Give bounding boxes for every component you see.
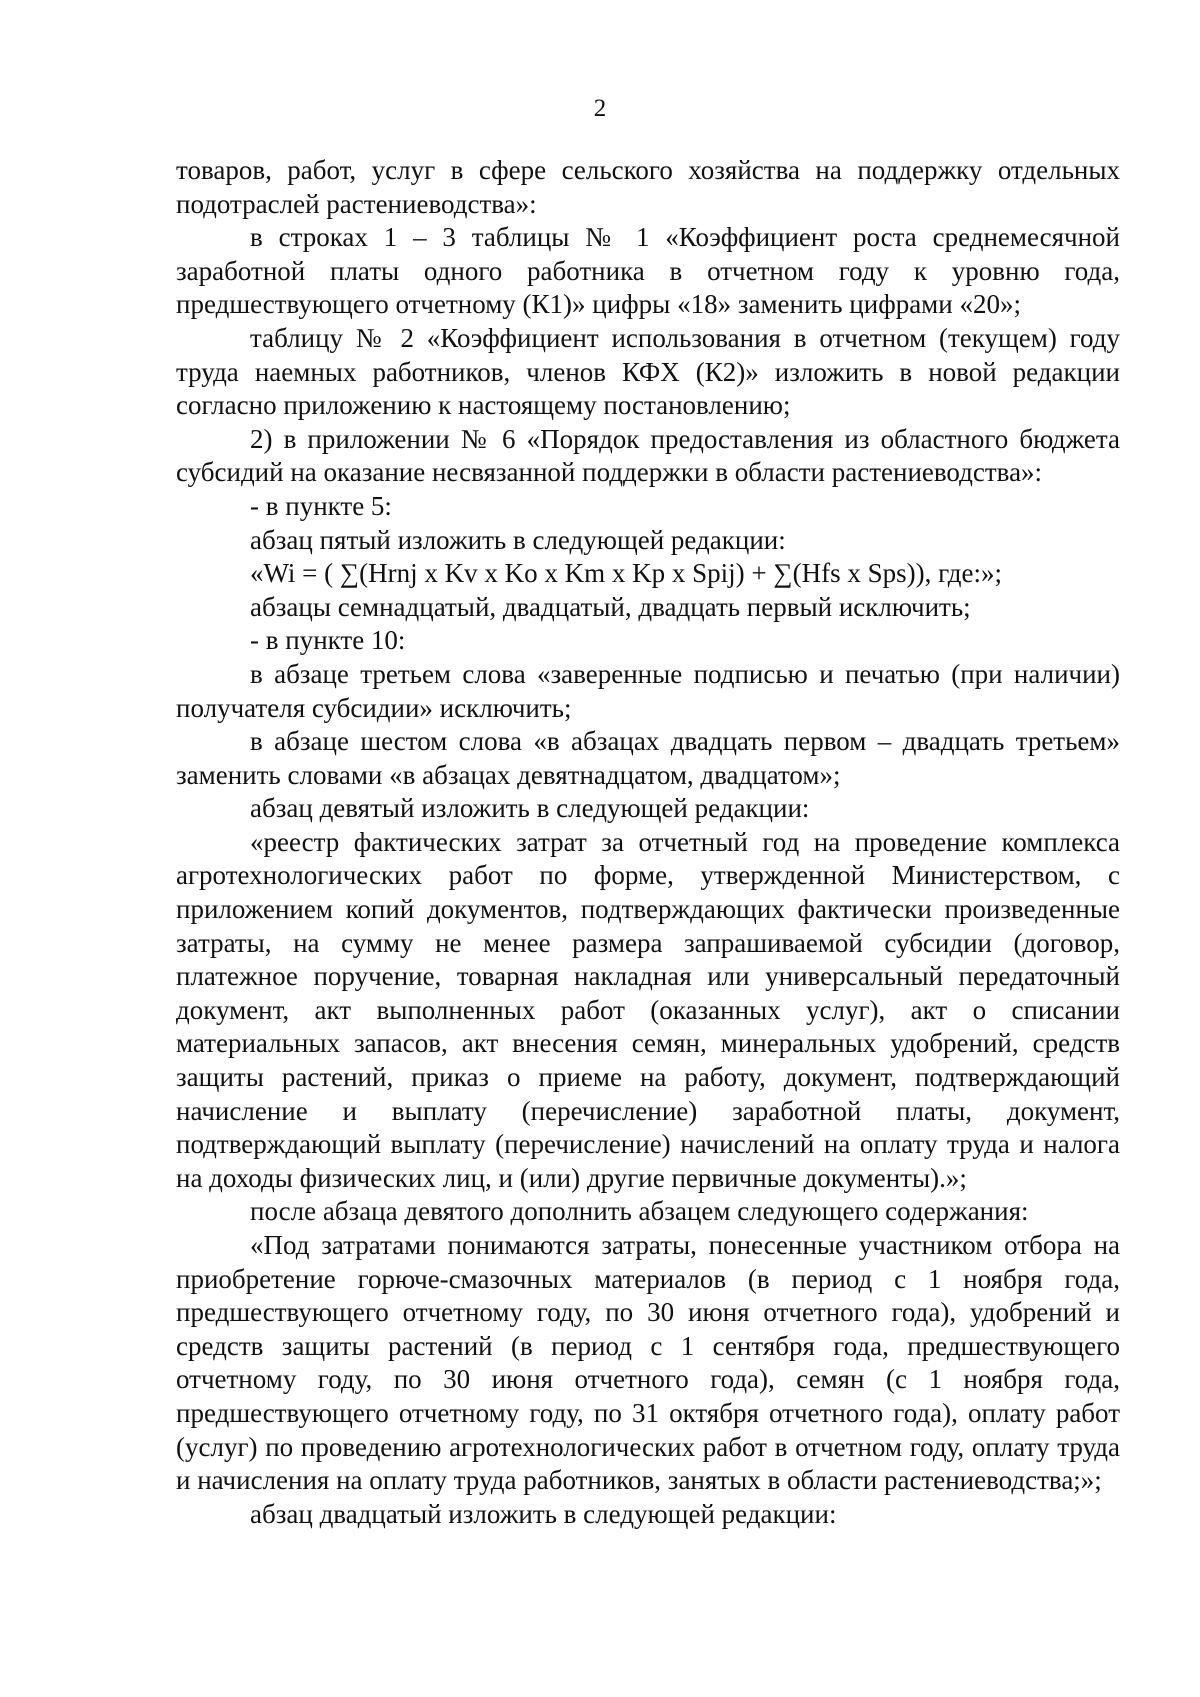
formula-paragraph: «Wi = ( ∑(Hrnj x Kv x Ko x Km x Kp x Spij) + ∑(Hfs x Sps)), где:»; — [250, 558, 1003, 589]
paragraph-8: абзацы семнадцатый, двадцатый, двадцать первый исключить; — [250, 591, 971, 622]
paragraph-12: абзац девятый изложить в следующей редакции: — [250, 793, 810, 824]
paragraph-14: после абзаца девятого дополнить абзацем следующего содержания: — [250, 1196, 1029, 1227]
paragraph-16: абзац двадцатый изложить в следующей редакции: — [250, 1498, 837, 1529]
page-number: 2 — [593, 95, 607, 122]
paragraph-3: таблицу № 2 «Коэффициент использования в отчетном (текущем) году труда наемных работников, членов КФХ (К2)» изложить в новой редакции согласно приложению к настоящему постановлению; — [176, 322, 1120, 421]
paragraph-1: товаров, работ, услуг в сфере сельского хозяйства на поддержку отдельных подотраслей растениеводства»: — [176, 155, 1120, 219]
paragraph-5: - в пункте 5: — [250, 490, 392, 521]
paragraph-9: - в пункте 10: — [250, 625, 406, 656]
paragraph-10: в абзаце третьем слова «заверенные подписью и печатью (при наличии) получателя субсидии» исключить; — [176, 658, 1120, 723]
document-body — [176, 154, 1120, 1531]
paragraph-2: в строках 1 – 3 таблицы № 1 «Коэффициент роста среднемесячной заработной платы одного работника в отчетном году к уровню года, предшествующего отчетному (К1)» цифры «18» заменить цифрами «20»; — [176, 222, 1120, 320]
paragraph-6: абзац пятый изложить в следующей редакции: — [250, 524, 786, 555]
paragraph-13: «реестр фактических затрат за отчетный год на проведение комплекса агротехнологических работ по форме, утвержденной Министерством, с приложением копий документов, подтверждающих фактически произведенные затраты, на сумму не менее размера запрашиваемой субсидии (договор, платежное поручение, товарная накладная или универсальный передаточный документ, акт выполненных работ (оказанных услуг), акт о списании материальных запасов, акт внесения семян, минеральных удобрений, средств защиты растений, приказ о приеме на работу, документ, подтверждающий начисление и выплату (перечисление) заработной платы, документ, подтверждающий выплату (перечисление) начислений на оплату труда и налога на доходы физических лиц, и (или) другие первичные документы).»; — [176, 826, 1120, 1193]
paragraph-15: «Под затратами понимаются затраты, понесенные участником отбора на приобретение горюче-смазочных материалов (в период с 1 ноября года, предшествующего отчетному году, по 30 июня отчетного года), удобрений и средств защиты растений (в период с 1 сентября года, предшествующего отчетному году, по 30 июня отчетного года), семян (с 1 ноября года, предшествующего отчетному году, по 31 октября отчетного года), оплату работ (услуг) по проведению агротехнологических работ в отчетном году, оплату труда и начисления на оплату труда работников, занятых в области растениеводства;»; — [176, 1230, 1120, 1496]
paragraph-11: в абзаце шестом слова «в абзацах двадцать первом – двадцать третьем» заменить словами «в абзацах девятнадцатом, двадцатом»; — [176, 726, 1120, 790]
paragraph-4: 2) в приложении № 6 «Порядок предоставления из областного бюджета субсидий на оказание несвязанной поддержки в области растениеводства»: — [176, 423, 1120, 488]
